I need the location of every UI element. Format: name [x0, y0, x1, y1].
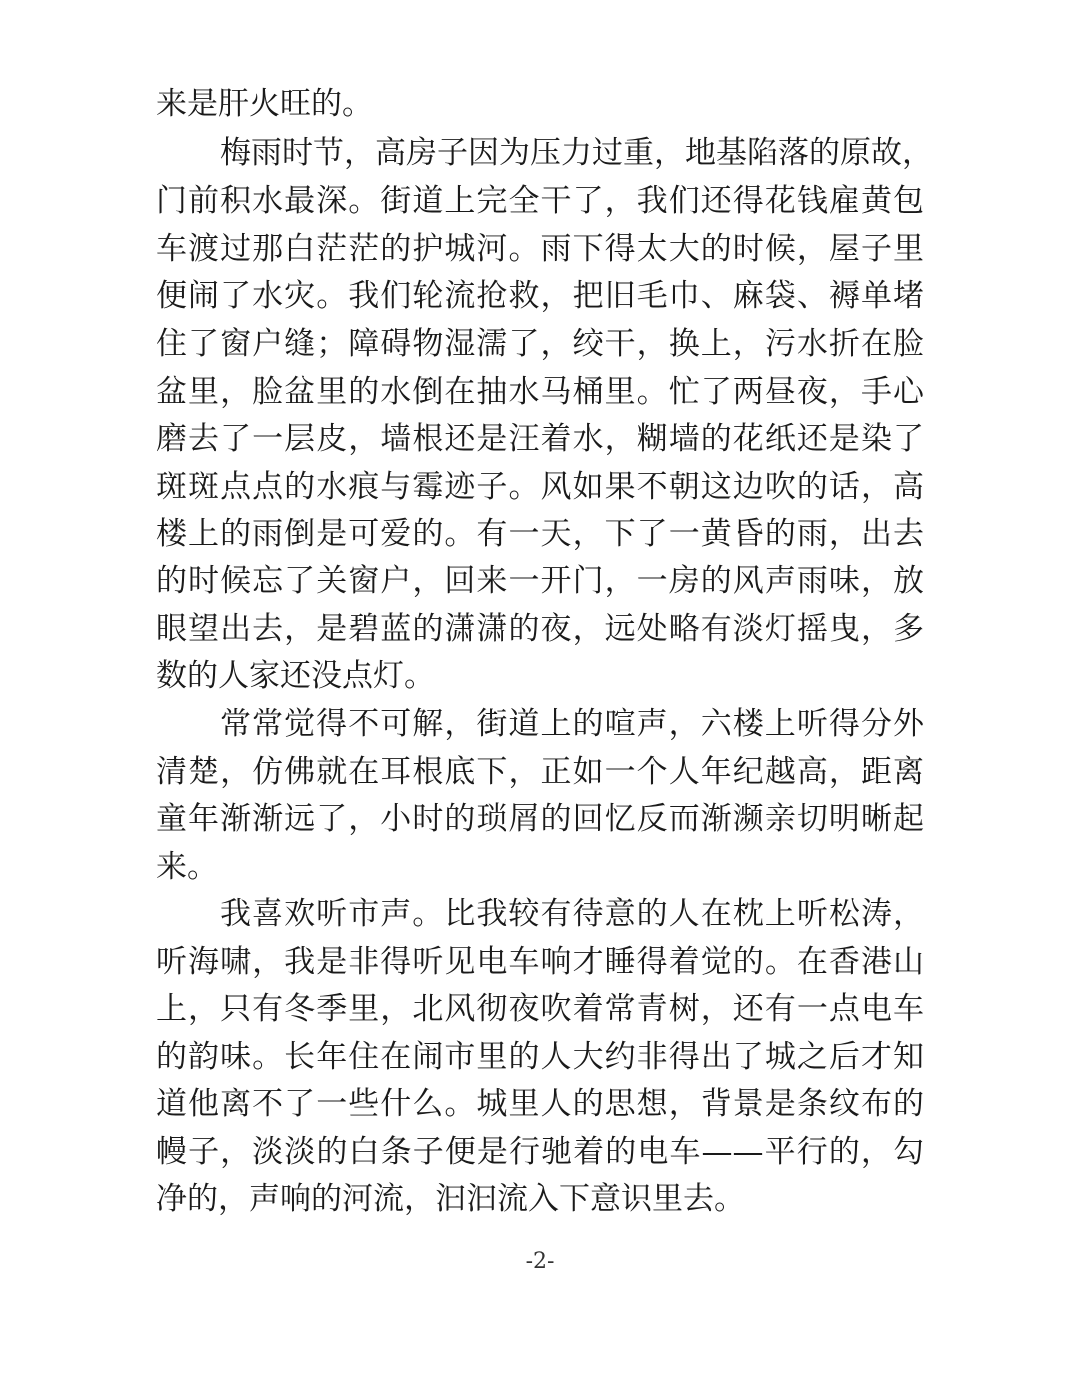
- paragraph-4-line-4: 的韵味。长年住在闹市里的人大约非得出了城之后才知: [156, 1039, 924, 1075]
- paragraph-2-line-8: 斑斑点点的水痕与霉迹子。风如果不朝这边吹的话，高: [156, 469, 924, 505]
- paragraph-3-line-3: 童年渐渐远了，小时的琐屑的回忆反而渐濒亲切明晰起: [156, 801, 924, 837]
- paragraph-4-line-5: 道他离不了一些什么。城里人的思想，背景是条纹布的: [156, 1086, 924, 1122]
- paragraph-3-line-1: 常常觉得不可解，街道上的喧声，六楼上听得分外: [220, 706, 924, 742]
- paragraph-2-line-9: 楼上的雨倒是可爱的。有一天，下了一黄昏的雨，出去: [156, 516, 924, 552]
- paragraph-2-line-7: 磨去了一层皮，墙根还是汪着水，糊墙的花纸还是染了: [156, 421, 924, 457]
- paragraph-1-line-1: 来是肝火旺的。: [156, 86, 373, 122]
- paragraph-2-line-1: 梅雨时节，高房子因为压力过重，地基陷落的原故，: [220, 135, 933, 171]
- paragraph-2-line-11: 眼望出去，是碧蓝的潇潇的夜，远处略有淡灯摇曳，多: [156, 611, 924, 647]
- paragraph-3-line-2: 清楚，仿佛就在耳根底下，正如一个人年纪越高，距离: [156, 754, 924, 790]
- paragraph-2-line-6: 盆里，脸盆里的水倒在抽水马桶里。忙了两昼夜，手心: [156, 374, 924, 410]
- paragraph-2-line-4: 便闹了水灾。我们轮流抢救，把旧毛巾、麻袋、褥单堵: [156, 278, 924, 314]
- paragraph-3-line-4: 来。: [156, 849, 218, 885]
- paragraph-2-line-10: 的时候忘了关窗户，回来一开门，一房的风声雨味，放: [156, 563, 924, 599]
- paragraph-4-line-1: 我喜欢听市声。比我较有待意的人在枕上听松涛，: [220, 896, 924, 932]
- paragraph-2-line-3: 车渡过那白茫茫的护城河。雨下得太大的时候，屋子里: [156, 231, 924, 267]
- page-number: -2-: [525, 1249, 555, 1274]
- paragraph-2-line-2: 门前积水最深。街道上完全干了，我们还得花钱雇黄包: [156, 183, 924, 219]
- paragraph-2-line-12: 数的人家还没点灯。: [156, 658, 435, 694]
- paragraph-4-line-6: 幔子，淡淡的白条子便是行驰着的电车——平行的，勾: [156, 1134, 924, 1170]
- paragraph-2-line-5: 住了窗户缝；障碍物湿濡了，绞干，换上，污水折在脸: [156, 326, 924, 362]
- paragraph-4-line-2: 听海啸，我是非得听见电车响才睡得着觉的。在香港山: [156, 944, 924, 980]
- paragraph-4-line-7: 净的，声响的河流，汩汩流入下意识里去。: [156, 1181, 745, 1217]
- paragraph-4-line-3: 上，只有冬季里，北风彻夜吹着常青树，还有一点电车: [156, 991, 924, 1027]
